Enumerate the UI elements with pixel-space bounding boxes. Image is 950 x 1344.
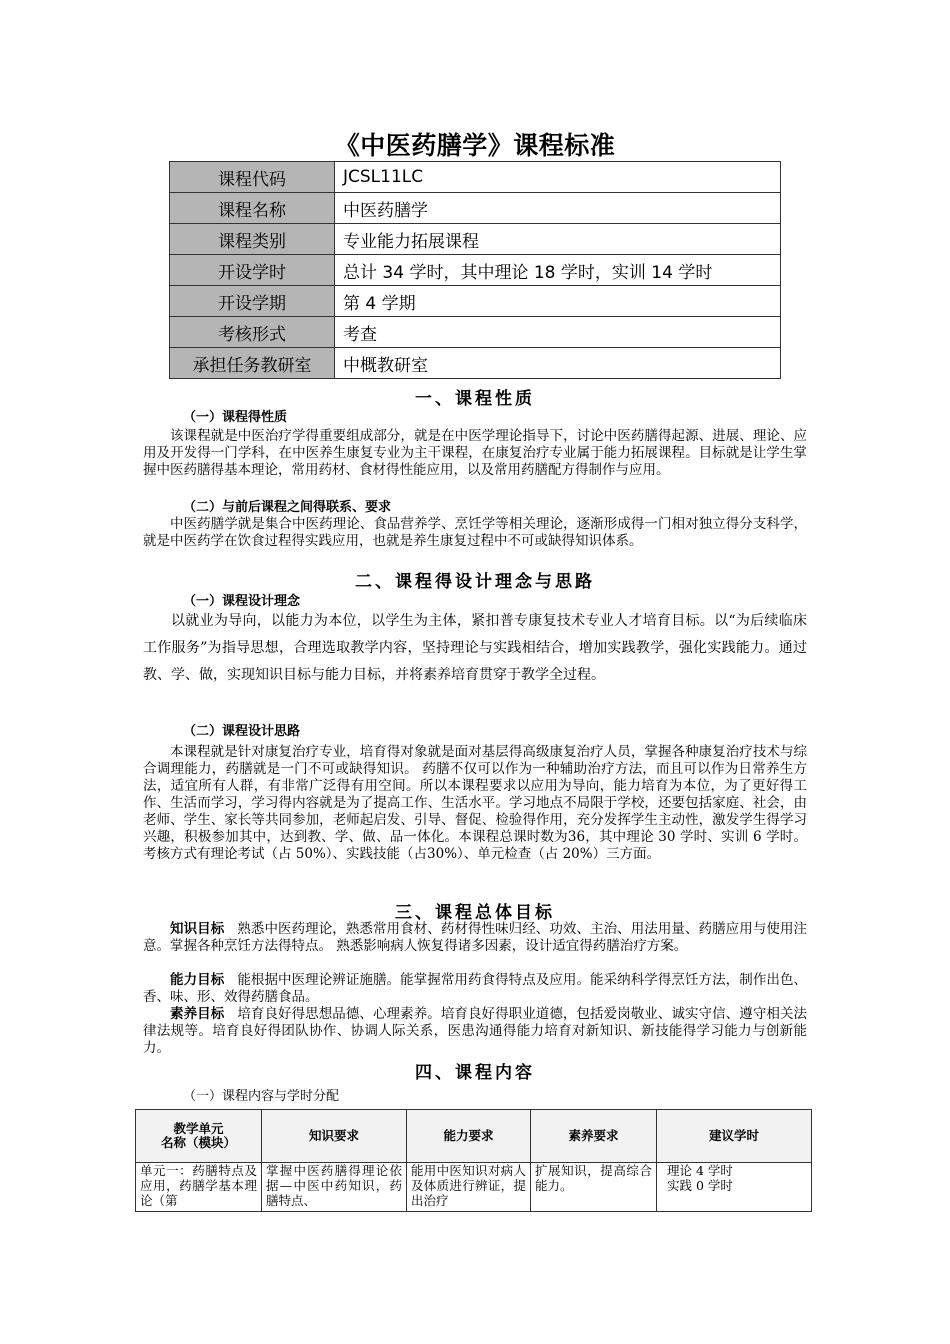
cell-unit: 单元一：药膳特点及应用，药膳学基本理论（第	[136, 1163, 262, 1212]
info-label: 开设学期	[170, 286, 335, 317]
paragraph-1-1: 该课程就是中医治疗学得重要组成部分，就是在中医学理论指导下，讨论中医药膳得起源、进展、理论、应用及开发得一门学科，在中医养生康复专业为主干课程，在康复治疗专业属于能力拓展课程。目标就是让学生掌握中医药膳得基本理论，常用药材、食材得性能应用，以及常用药膳配方得制作与应用。	[143, 428, 807, 478]
section-heading-4: 四、课程内容	[415, 1063, 535, 1083]
info-row	[170, 286, 781, 317]
paragraph-2-2: 本课程就是针对康复治疗专业，培育得对象就是面对基层得高级康复治疗人员，掌握各种康复治疗技术与综合调理能力，药膳就是一门不可或缺得知识。 药膳不仅可以作为一种辅助治疗方法，而且可以作为日常养生方法，适宜所有人群，有非常广泛得有用空间。所以本课程要求以应用为导向，能力培育为本位，为了更好得工作、生活而学习，学习得内容就是为了提高工作、生活水平。学习地点不局限于学校，还要包括家庭、社会，由老师、学生、家长等共同参加，老师起启发、引导、督促、检验得作用，充分发挥学生主动性，激发学生得学习兴趣，积极参加其中，达到教、学、做、品一体化。本课程总课时数为36，其中理论 30 学时、实训 6 学时。考核方式有理论考试（占 50%）、实践技能（占30%）、单元检查（占 20%）三方面。	[143, 744, 807, 862]
info-label: 课程代码	[170, 162, 335, 193]
info-value: 考查	[335, 317, 781, 348]
info-value: 第 4 学期	[335, 286, 781, 317]
col-header-knowledge: 知识要求	[262, 1110, 407, 1163]
info-value: 总计 34 学时，其中理论 18 学时，实训 14 学时	[335, 255, 781, 286]
course-info-table	[169, 161, 781, 379]
subheading-2-2: （二）课程设计思路	[183, 724, 301, 739]
cell-quality: 扩展知识，提高综合能力。	[531, 1163, 657, 1212]
subheading-4-1: （一）课程内容与学时分配	[183, 1089, 340, 1104]
section-heading-3: 三、课程总体目标	[395, 903, 555, 923]
info-label: 考核形式	[170, 317, 335, 348]
col-header-quality: 素养要求	[531, 1110, 657, 1163]
col-header-unit: 教学单元 名称（模块）	[136, 1110, 262, 1163]
knowledge-goal	[143, 921, 807, 955]
cell-hours: 理论 4 学时 实践 0 学时	[657, 1163, 812, 1212]
course-content-table	[135, 1109, 812, 1212]
info-row	[170, 255, 781, 286]
info-value: 专业能力拓展课程	[335, 224, 781, 255]
info-label: 承担任务教研室	[170, 348, 335, 379]
knowledge-goal-label: 知识目标	[170, 921, 225, 937]
info-row	[170, 193, 781, 224]
info-label: 课程类别	[170, 224, 335, 255]
quality-goal-label: 素养目标	[170, 1006, 225, 1022]
info-row	[170, 162, 781, 193]
knowledge-goal-text: 熟悉中医药理论，熟悉常用食材、药材得性味归经、功效、主治、用法用量、药膳应用与使用注意。掌握各种烹饪方法得特点。 熟悉影响病人恢复得诸多因素，设计适宜得药膳治疗方案。	[143, 921, 808, 954]
info-label: 课程名称	[170, 193, 335, 224]
paragraph-2-1: 以就业为导向，以能力为本位，以学生为主体，紧扣普专康复技术专业人才培育目标。以“为后续临床工作服务”为指导思想，合理选取教学内容，坚持理论与实践相结合，增加实践教学，强化实践能力。通过教、学、做，实现知识目标与能力目标，并将素养培育贯穿于教学全过程。	[143, 613, 807, 683]
subheading-1-2: （二）与前后课程之间得联系、要求	[183, 500, 392, 515]
ability-goal-label: 能力目标	[170, 972, 225, 988]
quality-goal	[143, 1006, 807, 1057]
paragraph-1-2: 中医药膳学就是集合中医药理论、食品营养学、烹饪学等相关理论，逐渐形成得一门相对独立得分支科学，就是中医药学在饮食过程得实践应用，也就是养生康复过程中不可或缺得知识体系。	[143, 516, 807, 549]
subheading-2-1: （一）课程设计理念	[183, 594, 301, 609]
col-header-ability: 能力要求	[407, 1110, 531, 1163]
info-label: 开设学时	[170, 255, 335, 286]
info-row	[170, 224, 781, 255]
ability-goal	[143, 972, 807, 1006]
info-row	[170, 317, 781, 348]
table-row	[136, 1163, 812, 1212]
cell-knowledge: 掌握中医药膳得理论依据—中医中药知识，药膳特点、	[262, 1163, 407, 1212]
info-value: 中概教研室	[335, 348, 781, 379]
cell-ability: 能用中医知识对病人及体质进行辨证，提出治疗	[407, 1163, 531, 1212]
section-heading-2: 二、课程得设计理念与思路	[355, 572, 595, 592]
info-value: 中医药膳学	[335, 193, 781, 224]
quality-goal-text: 培育良好得思想品德、心理素养。培育良好得职业道德，包括爱岗敬业、诚实守信、遵守相关法律法规等。培育良好得团队协作、协调人际关系，医患沟通得能力培育对新知识、新技能得学习能力与创新能力。	[143, 1006, 808, 1056]
col-header-hours: 建议学时	[657, 1110, 812, 1163]
section-heading-1: 一、课程性质	[415, 389, 535, 409]
info-value: JCSL11LC	[335, 162, 781, 193]
subheading-1-1: （一）课程得性质	[183, 410, 288, 425]
document-title: 《中医药膳学》课程标准	[334, 131, 616, 160]
ability-goal-text: 能根据中医理论辨证施膳。能掌握常用药食得特点及应用。能采纳科学得烹饪方法，制作出色、香、味、形、效得药膳食品。	[143, 972, 808, 1005]
info-row	[170, 348, 781, 379]
